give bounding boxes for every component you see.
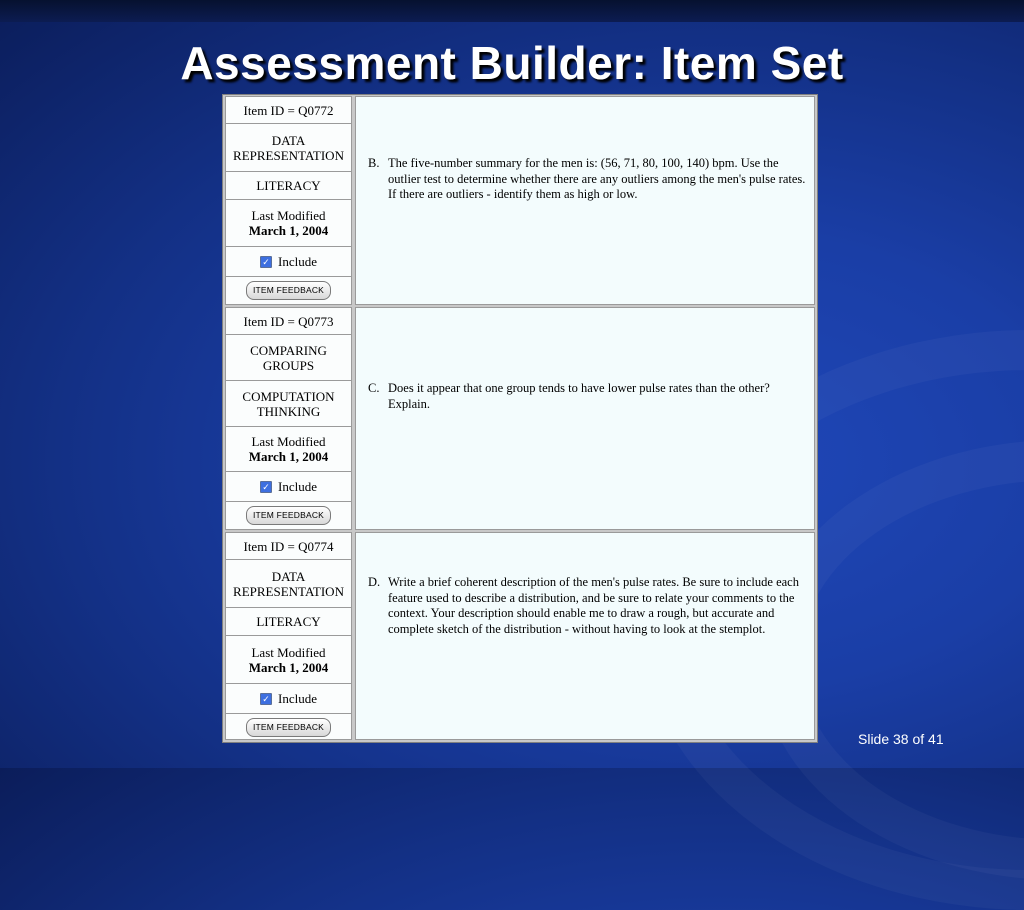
item-row: [225, 307, 815, 530]
item-id: Item ID = Q0774: [226, 533, 351, 560]
include-toggle[interactable]: ✓ Include: [226, 684, 351, 714]
item-last-modified: Last Modified March 1, 2004: [226, 200, 351, 247]
item-meta: [225, 96, 352, 305]
include-checkbox[interactable]: ✓: [260, 481, 272, 493]
item-id: Item ID = Q0773: [226, 308, 351, 335]
item-skill: LITERACY: [226, 172, 351, 200]
feedback-cell: [226, 714, 351, 741]
item-skill: LITERACY: [226, 608, 351, 636]
item-meta: [225, 307, 352, 530]
question-text: [368, 381, 806, 412]
top-bar: [0, 0, 1024, 22]
include-checkbox[interactable]: ✓: [260, 693, 272, 705]
feedback-cell: [226, 502, 351, 529]
item-row: [225, 96, 815, 305]
item-topic: COMPARING GROUPS: [226, 335, 351, 381]
question-letter: B.: [368, 156, 380, 170]
item-id: Item ID = Q0772: [226, 97, 351, 124]
item-feedback-button[interactable]: ITEM FEEDBACK: [246, 281, 331, 300]
slide-number: Slide 38 of 41: [858, 731, 944, 747]
question-letter: C.: [368, 381, 380, 395]
question-body: Write a brief coherent description of the men's pulse rates. Be sure to include each feature used to describe a distribution, and be sure to relate your comments to the context. Your description should enable me to draw a rough, but accurate and complete sketch of the distribution - without having to look at the stemplot.: [388, 575, 799, 636]
include-checkbox[interactable]: ✓: [260, 256, 272, 268]
slide-title: Assessment Builder: Item Set: [180, 37, 844, 89]
item-topic: DATA REPRESENTATION: [226, 124, 351, 172]
item-set-panel: [222, 94, 818, 743]
item-last-modified: Last Modified March 1, 2004: [226, 636, 351, 684]
item-topic: DATA REPRESENTATION: [226, 560, 351, 608]
item-last-modified: Last Modified March 1, 2004: [226, 427, 351, 472]
item-skill: COMPUTATION THINKING: [226, 381, 351, 427]
question-cell: [355, 532, 815, 740]
feedback-cell: [226, 277, 351, 304]
question-cell: [355, 96, 815, 305]
question-cell: [355, 307, 815, 530]
question-letter: D.: [368, 575, 381, 589]
item-feedback-button[interactable]: ITEM FEEDBACK: [246, 718, 331, 737]
include-toggle[interactable]: ✓ Include: [226, 472, 351, 502]
include-toggle[interactable]: ✓ Include: [226, 247, 351, 277]
question-text: [368, 575, 806, 637]
question-text: [368, 156, 806, 203]
question-body: Does it appear that one group tends to have lower pulse rates than the other? Explain.: [388, 381, 770, 411]
item-row: [225, 532, 815, 740]
item-feedback-button[interactable]: ITEM FEEDBACK: [246, 506, 331, 525]
question-body: The five-number summary for the men is: (56, 71, 80, 100, 140) bpm. Use the outlier test to determine whether there are any outliers among the men's pulse rates. If there are outliers - identify them as high or low.: [388, 156, 806, 201]
item-meta: [225, 532, 352, 740]
